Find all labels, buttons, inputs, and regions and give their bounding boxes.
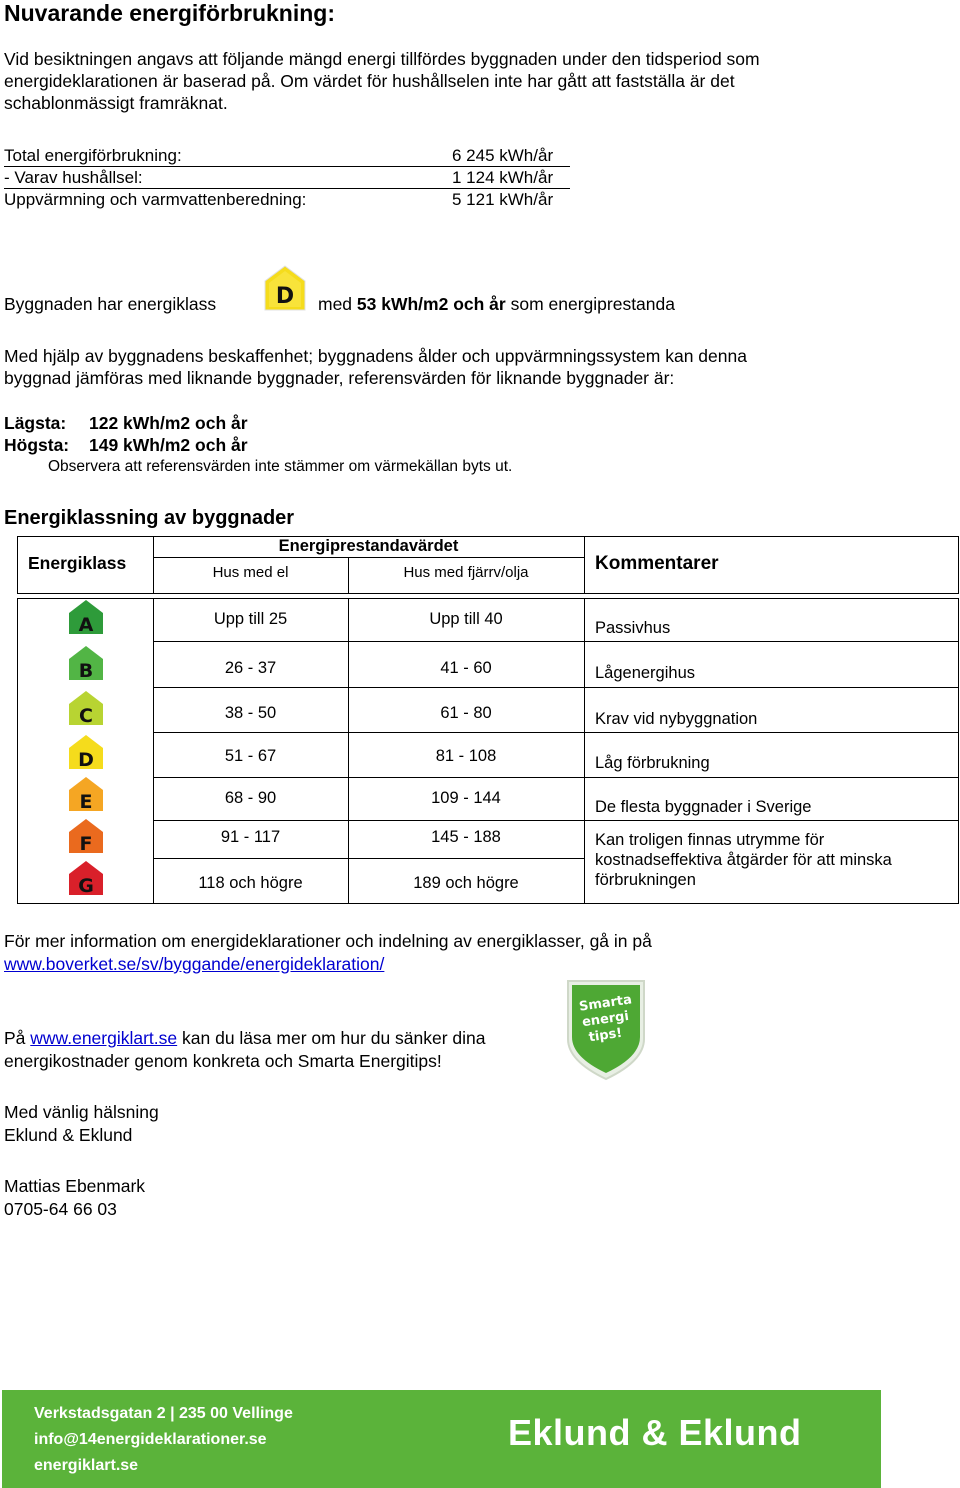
energiklart-text-2: energikostnader genom konkreta och Smarta Energitips! [4,1051,442,1071]
class-b-icon [68,645,104,681]
page-title: Nuvarande energiförbrukning: [4,0,335,26]
svg-text:E: E [79,791,93,812]
svg-text:F: F [79,833,93,854]
reference-lowest-label: Lägsta: [4,413,67,433]
svg-text:tips!: tips! [587,1025,624,1046]
boverket-link[interactable]: www.boverket.se/sv/byggande/energideklaration/ [4,954,385,974]
svg-text:D: D [275,284,295,309]
usage-household-value: 1 124 kWh/år [452,168,554,187]
footer-email: info@14energideklarationer.se [34,1431,267,1448]
class-d-icon [68,734,104,770]
svg-text:Smarta: Smarta [578,992,633,1015]
row-b-comment: Lågenergihus [595,664,695,682]
row-g-el: 118 och högre [198,874,303,892]
col-energy-class: Energiklass [28,553,127,573]
energiklart-link[interactable]: www.energiklart.se [30,1028,178,1048]
reference-highest-label: Högsta: [4,435,70,455]
usage-heating-label: Uppvärmning och varmvattenberedning: [4,190,307,209]
phone-number: 0705-64 66 03 [4,1199,117,1219]
energiklart-text: På www.energiklart.se kan du läsa mer om hur du sänker dina [4,1028,486,1048]
divider [153,641,958,642]
company-name: Eklund & Eklund [4,1125,133,1145]
row-g-fjarr: 189 och högre [413,874,519,892]
usage-household-label: - Varav hushållsel: [4,168,143,187]
col-fjarr: Hus med fjärrv/olja [403,564,529,581]
row-e-comment: De flesta byggnader i Sverige [595,798,812,816]
usage-total-value: 6 245 kWh/år [452,146,554,165]
usage-total-label: Total energiförbrukning: [4,146,182,165]
energy-class-d-icon [264,265,306,311]
row-a-el: Upp till 25 [213,610,288,628]
greeting: Med vänlig hälsning [4,1102,159,1122]
col-performance: Energiprestandavärdet [278,537,459,555]
row-b-fjarr: 41 - 60 [440,659,492,677]
intro-text: Vid besiktningen angavs att följande mängd energi tillfördes byggnaden under den tidsperiod som energideklarationen är baserad på. Om värdet för hushållselen inte har gått att fastställa är det schablonmässigt framräknat. [4,49,760,113]
divider [153,777,958,778]
row-fg-comment: Kan troligen finnas utrymme för kostnadseffektiva åtgärder för att minska förbrukningen [595,831,892,889]
smarta-energitips-logo [562,977,650,1083]
classification-heading: Energiklassning av byggnader [4,507,295,529]
divider [584,598,585,904]
class-e-icon [68,776,104,812]
row-d-el: 51 - 67 [224,747,277,765]
divider [153,732,958,733]
person-name: Mattias Ebenmark [4,1176,146,1196]
row-f-fjarr: 145 - 188 [431,828,501,846]
svg-text:C: C [79,705,93,726]
reference-highest-value: 149 kWh/m2 och år [89,435,248,455]
class-c-icon [68,690,104,726]
row-e-fjarr: 109 - 144 [431,789,501,807]
divider [153,858,584,859]
row-d-comment: Låg förbrukning [595,754,710,772]
divider [4,166,570,167]
class-a-icon [68,599,104,635]
row-f-el: 91 - 117 [220,828,281,846]
footer-address: Verkstadsgatan 2 | 235 00 Vellinge [34,1405,293,1422]
row-c-fjarr: 61 - 80 [440,704,492,722]
divider [584,820,958,821]
row-a-comment: Passivhus [595,619,671,637]
footer-brand: Eklund & Eklund [508,1412,802,1453]
usage-heating-value: 5 121 kWh/år [452,190,554,209]
class-f-icon [68,818,104,854]
row-e-el: 68 - 90 [224,789,277,807]
reference-lowest-value: 122 kWh/m2 och år [89,413,248,433]
row-b-el: 26 - 37 [224,659,277,677]
class-g-icon [68,860,104,896]
row-a-fjarr: Upp till 40 [429,610,503,628]
col-el: Hus med el [212,564,289,581]
reference-note: Observera att referensvärden inte stämmer om värmekällan byts ut. [48,458,513,475]
svg-text:energi: energi [581,1008,630,1031]
row-d-fjarr: 81 - 108 [435,747,497,765]
divider [4,188,570,189]
svg-text:B: B [78,660,94,681]
info-text: För mer information om energideklarationer och indelning av energiklasser, gå in på [4,931,652,951]
divider [153,820,584,821]
reference-text: Med hjälp av byggnadens beskaffenhet; byggnadens ålder och uppvärmningssystem kan denna byggnad jämföras med liknande byggnader, referensvärden för liknande byggnader är: [4,346,747,388]
energy-class-prefix: Byggnaden har energiklass [4,294,217,314]
divider [584,536,585,594]
svg-text:G: G [78,875,94,896]
col-comments: Kommentarer [595,553,719,574]
svg-text:A: A [78,614,94,635]
footer-web: energiklart.se [34,1457,139,1474]
row-c-comment: Krav vid nybyggnation [595,710,758,728]
svg-text:D: D [78,749,94,770]
divider [153,687,958,688]
divider [153,557,584,558]
row-c-el: 38 - 50 [224,704,277,722]
energy-class-statement: med 53 kWh/m2 och år som energiprestanda [318,294,675,314]
